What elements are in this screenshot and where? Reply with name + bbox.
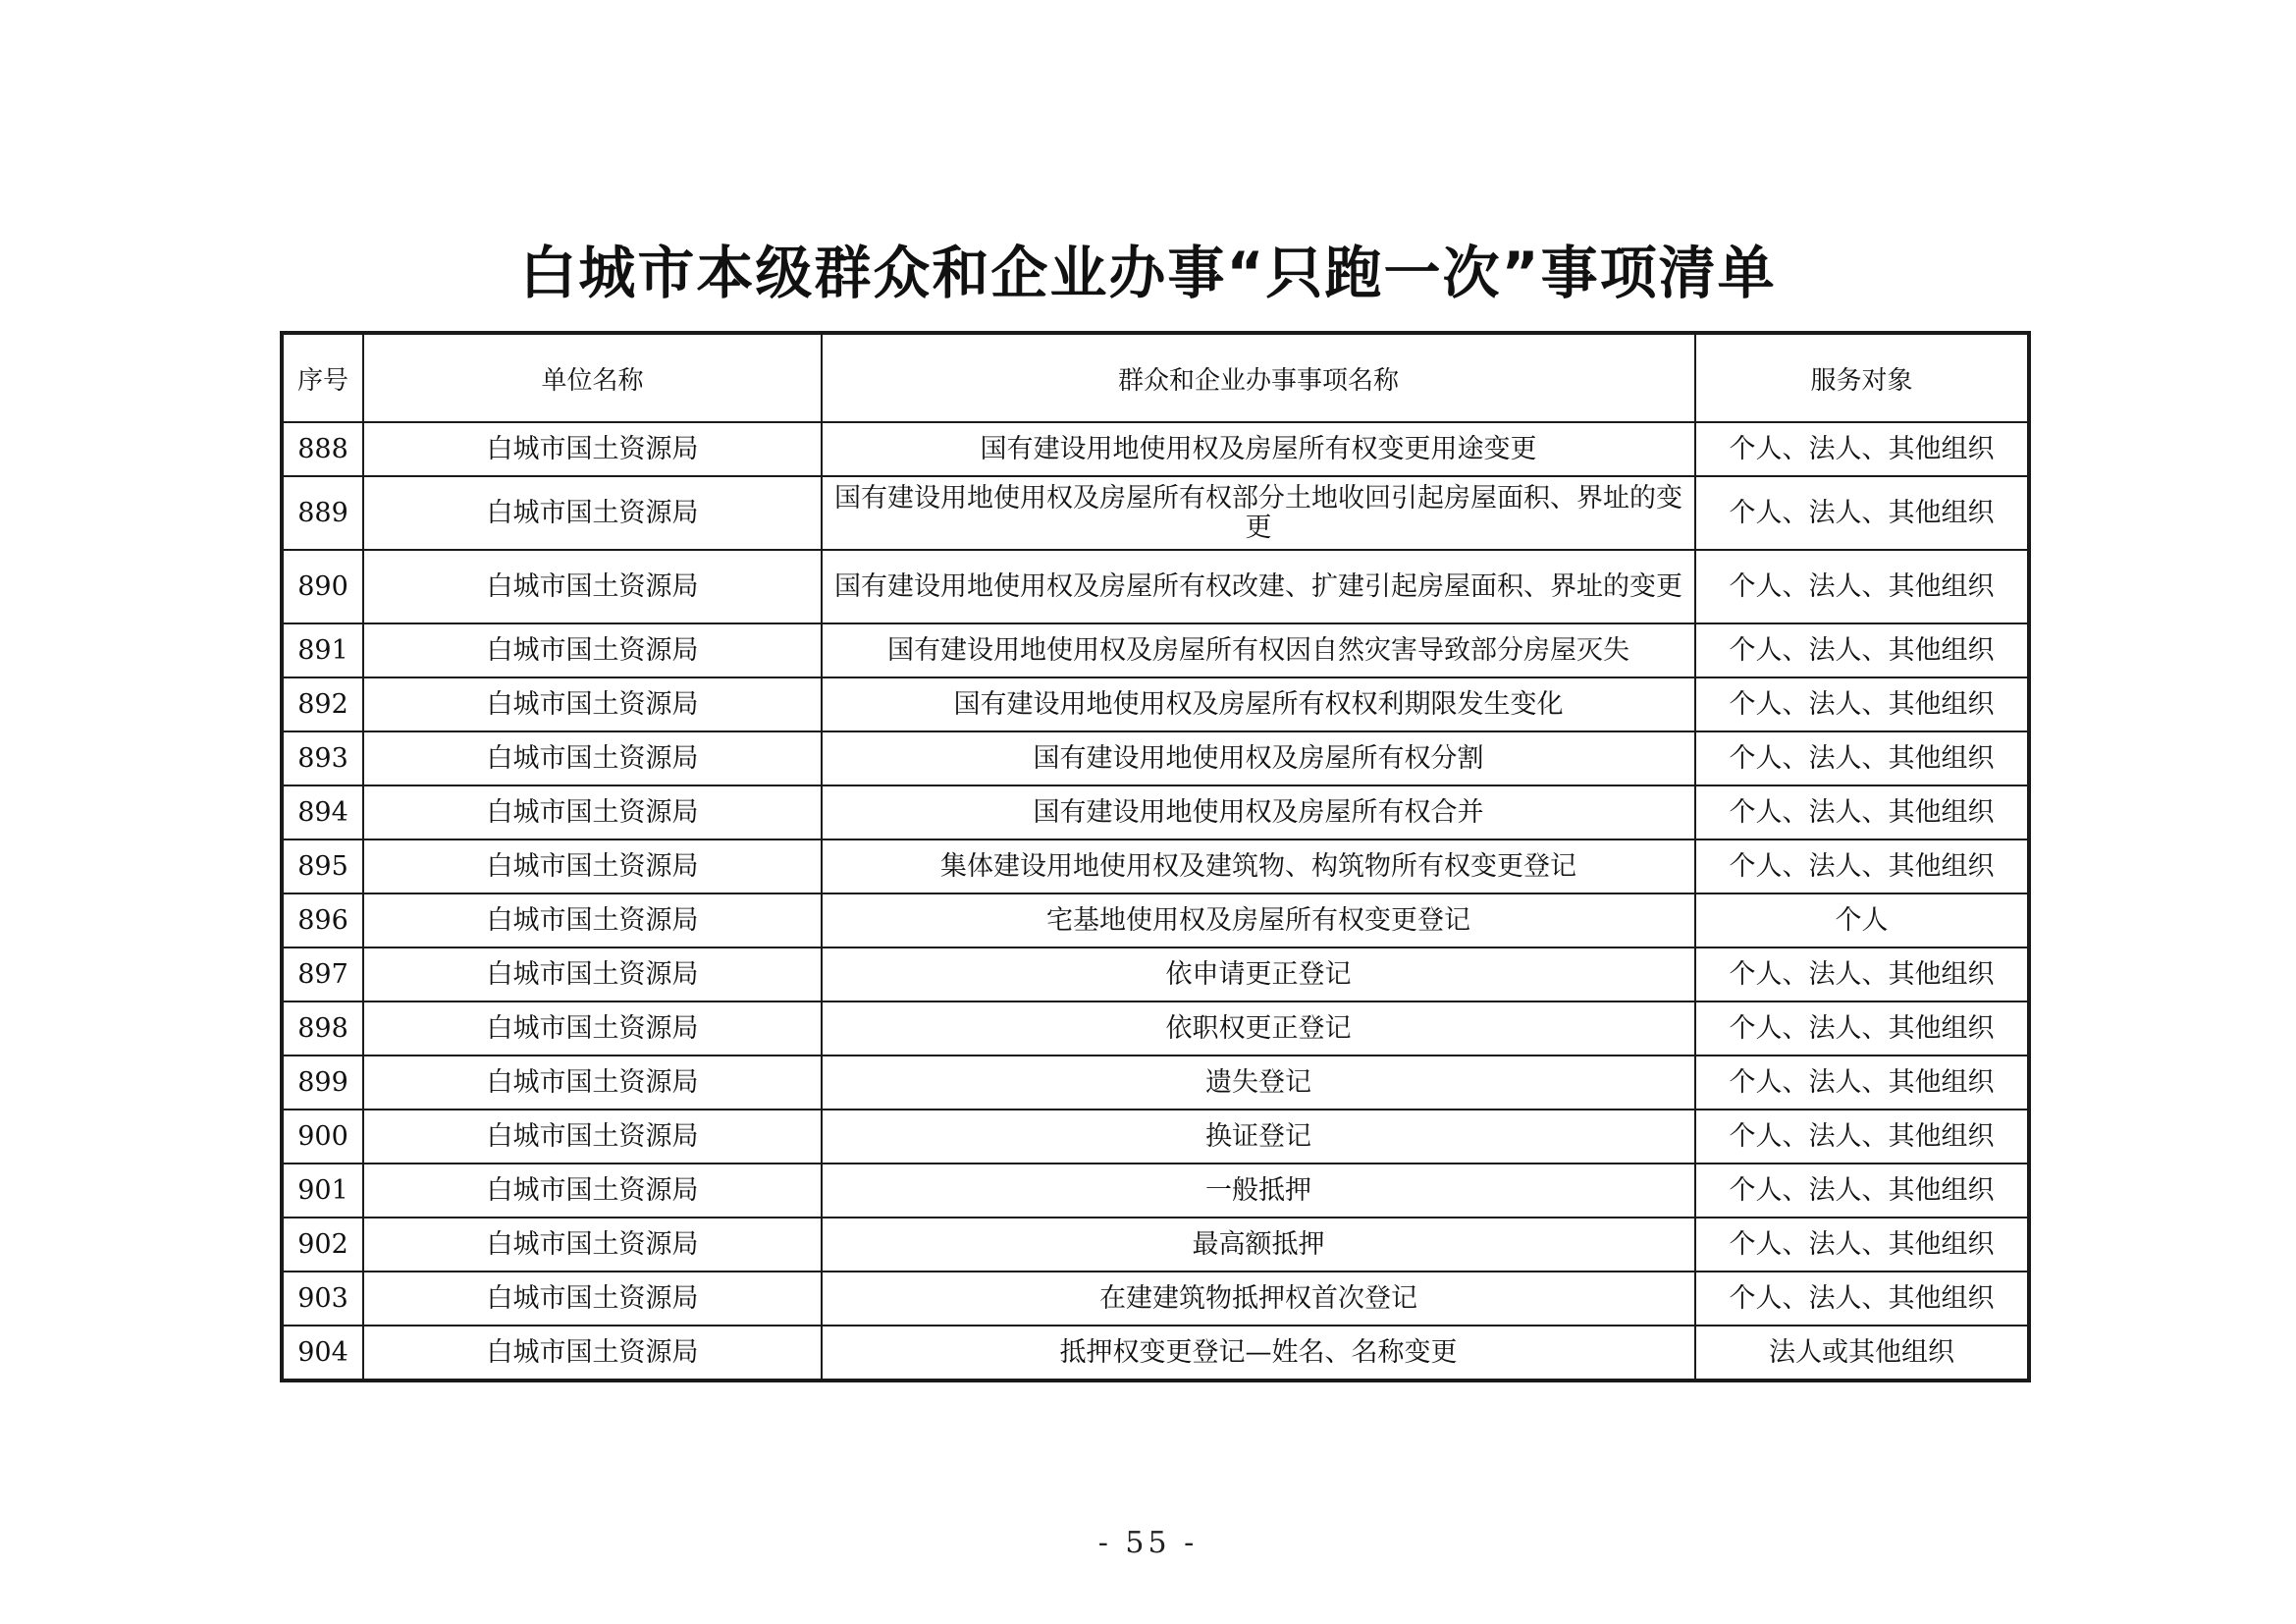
row-unit-name: 白城市国土资源局: [363, 623, 822, 677]
row-serial-number: 900: [282, 1110, 363, 1164]
row-serial-number: 893: [282, 731, 363, 785]
row-item-name: 在建建筑物抵押权首次登记: [822, 1272, 1695, 1326]
row-item-name: 一般抵押: [822, 1164, 1695, 1218]
row-service-target: 个人、法人、其他组织: [1695, 1001, 2029, 1056]
row-serial-number: 890: [282, 550, 363, 623]
row-unit-name: 白城市国土资源局: [363, 1001, 822, 1056]
row-serial-number: 889: [282, 476, 363, 550]
table-row: [282, 476, 2029, 550]
row-item-name: 最高额抵押: [822, 1218, 1695, 1272]
row-item-name: 宅基地使用权及房屋所有权变更登记: [822, 893, 1695, 947]
row-unit-name: 白城市国土资源局: [363, 839, 822, 893]
row-service-target: 个人、法人、其他组织: [1695, 1164, 2029, 1218]
row-service-target: 个人、法人、其他组织: [1695, 623, 2029, 677]
row-service-target: 个人、法人、其他组织: [1695, 1056, 2029, 1110]
row-item-name: 国有建设用地使用权及房屋所有权合并: [822, 785, 1695, 839]
row-unit-name: 白城市国土资源局: [363, 1110, 822, 1164]
table-row: [282, 677, 2029, 731]
row-service-target: 个人、法人、其他组织: [1695, 1272, 2029, 1326]
row-item-name: 国有建设用地使用权及房屋所有权部分土地收回引起房屋面积、界址的变更: [822, 476, 1695, 550]
row-item-name: 依申请更正登记: [822, 947, 1695, 1001]
table-row: [282, 893, 2029, 947]
matters-table: [280, 331, 2031, 1382]
row-unit-name: 白城市国土资源局: [363, 731, 822, 785]
header-item-name: 群众和企业办事事项名称: [822, 333, 1695, 422]
table-row: [282, 623, 2029, 677]
header-serial-number: 序号: [282, 333, 363, 422]
row-item-name: 国有建设用地使用权及房屋所有权权利期限发生变化: [822, 677, 1695, 731]
row-service-target: 个人: [1695, 893, 2029, 947]
row-service-target: 个人、法人、其他组织: [1695, 785, 2029, 839]
row-service-target: 个人、法人、其他组织: [1695, 947, 2029, 1001]
row-item-name: 国有建设用地使用权及房屋所有权因自然灾害导致部分房屋灭失: [822, 623, 1695, 677]
row-unit-name: 白城市国土资源局: [363, 677, 822, 731]
row-item-name: 集体建设用地使用权及建筑物、构筑物所有权变更登记: [822, 839, 1695, 893]
row-unit-name: 白城市国土资源局: [363, 476, 822, 550]
row-service-target: 个人、法人、其他组织: [1695, 422, 2029, 476]
row-item-name: 国有建设用地使用权及房屋所有权分割: [822, 731, 1695, 785]
table-row: [282, 785, 2029, 839]
row-unit-name: 白城市国土资源局: [363, 1164, 822, 1218]
table-row: [282, 1001, 2029, 1056]
row-serial-number: 903: [282, 1272, 363, 1326]
table-row: [282, 947, 2029, 1001]
row-item-name: 遗失登记: [822, 1056, 1695, 1110]
row-unit-name: 白城市国土资源局: [363, 893, 822, 947]
row-unit-name: 白城市国土资源局: [363, 1218, 822, 1272]
row-unit-name: 白城市国土资源局: [363, 1326, 822, 1380]
row-unit-name: 白城市国土资源局: [363, 1272, 822, 1326]
row-service-target: 个人、法人、其他组织: [1695, 839, 2029, 893]
row-service-target: 个人、法人、其他组织: [1695, 476, 2029, 550]
row-item-name: 国有建设用地使用权及房屋所有权变更用途变更: [822, 422, 1695, 476]
row-serial-number: 888: [282, 422, 363, 476]
table-header-row: [282, 333, 2029, 422]
row-serial-number: 899: [282, 1056, 363, 1110]
row-unit-name: 白城市国土资源局: [363, 550, 822, 623]
row-unit-name: 白城市国土资源局: [363, 947, 822, 1001]
table-row: [282, 1326, 2029, 1380]
table-row: [282, 839, 2029, 893]
row-serial-number: 904: [282, 1326, 363, 1380]
row-item-name: 依职权更正登记: [822, 1001, 1695, 1056]
row-unit-name: 白城市国土资源局: [363, 1056, 822, 1110]
row-item-name: 国有建设用地使用权及房屋所有权改建、扩建引起房屋面积、界址的变更: [822, 550, 1695, 623]
row-serial-number: 895: [282, 839, 363, 893]
row-serial-number: 898: [282, 1001, 363, 1056]
table-row: [282, 731, 2029, 785]
header-service-target: 服务对象: [1695, 333, 2029, 422]
row-serial-number: 891: [282, 623, 363, 677]
row-service-target: 个人、法人、其他组织: [1695, 1218, 2029, 1272]
row-serial-number: 901: [282, 1164, 363, 1218]
row-service-target: 个人、法人、其他组织: [1695, 677, 2029, 731]
row-service-target: 个人、法人、其他组织: [1695, 1110, 2029, 1164]
row-serial-number: 892: [282, 677, 363, 731]
row-service-target: 个人、法人、其他组织: [1695, 550, 2029, 623]
row-serial-number: 894: [282, 785, 363, 839]
table-row: [282, 1164, 2029, 1218]
table-row: [282, 550, 2029, 623]
row-service-target: 个人、法人、其他组织: [1695, 731, 2029, 785]
row-item-name: 换证登记: [822, 1110, 1695, 1164]
row-unit-name: 白城市国土资源局: [363, 422, 822, 476]
header-unit-name: 单位名称: [363, 333, 822, 422]
row-item-name: 抵押权变更登记—姓名、名称变更: [822, 1326, 1695, 1380]
page-number: - 55 -: [1097, 1526, 1199, 1560]
table-row: [282, 422, 2029, 476]
row-serial-number: 902: [282, 1218, 363, 1272]
table-row: [282, 1056, 2029, 1110]
table-row: [282, 1272, 2029, 1326]
document-title: 白城市本级群众和企业办事“只跑一次”事项清单: [519, 240, 1777, 306]
table-row: [282, 1110, 2029, 1164]
row-serial-number: 896: [282, 893, 363, 947]
table-row: [282, 1218, 2029, 1272]
row-unit-name: 白城市国土资源局: [363, 785, 822, 839]
row-serial-number: 897: [282, 947, 363, 1001]
row-service-target: 法人或其他组织: [1695, 1326, 2029, 1380]
